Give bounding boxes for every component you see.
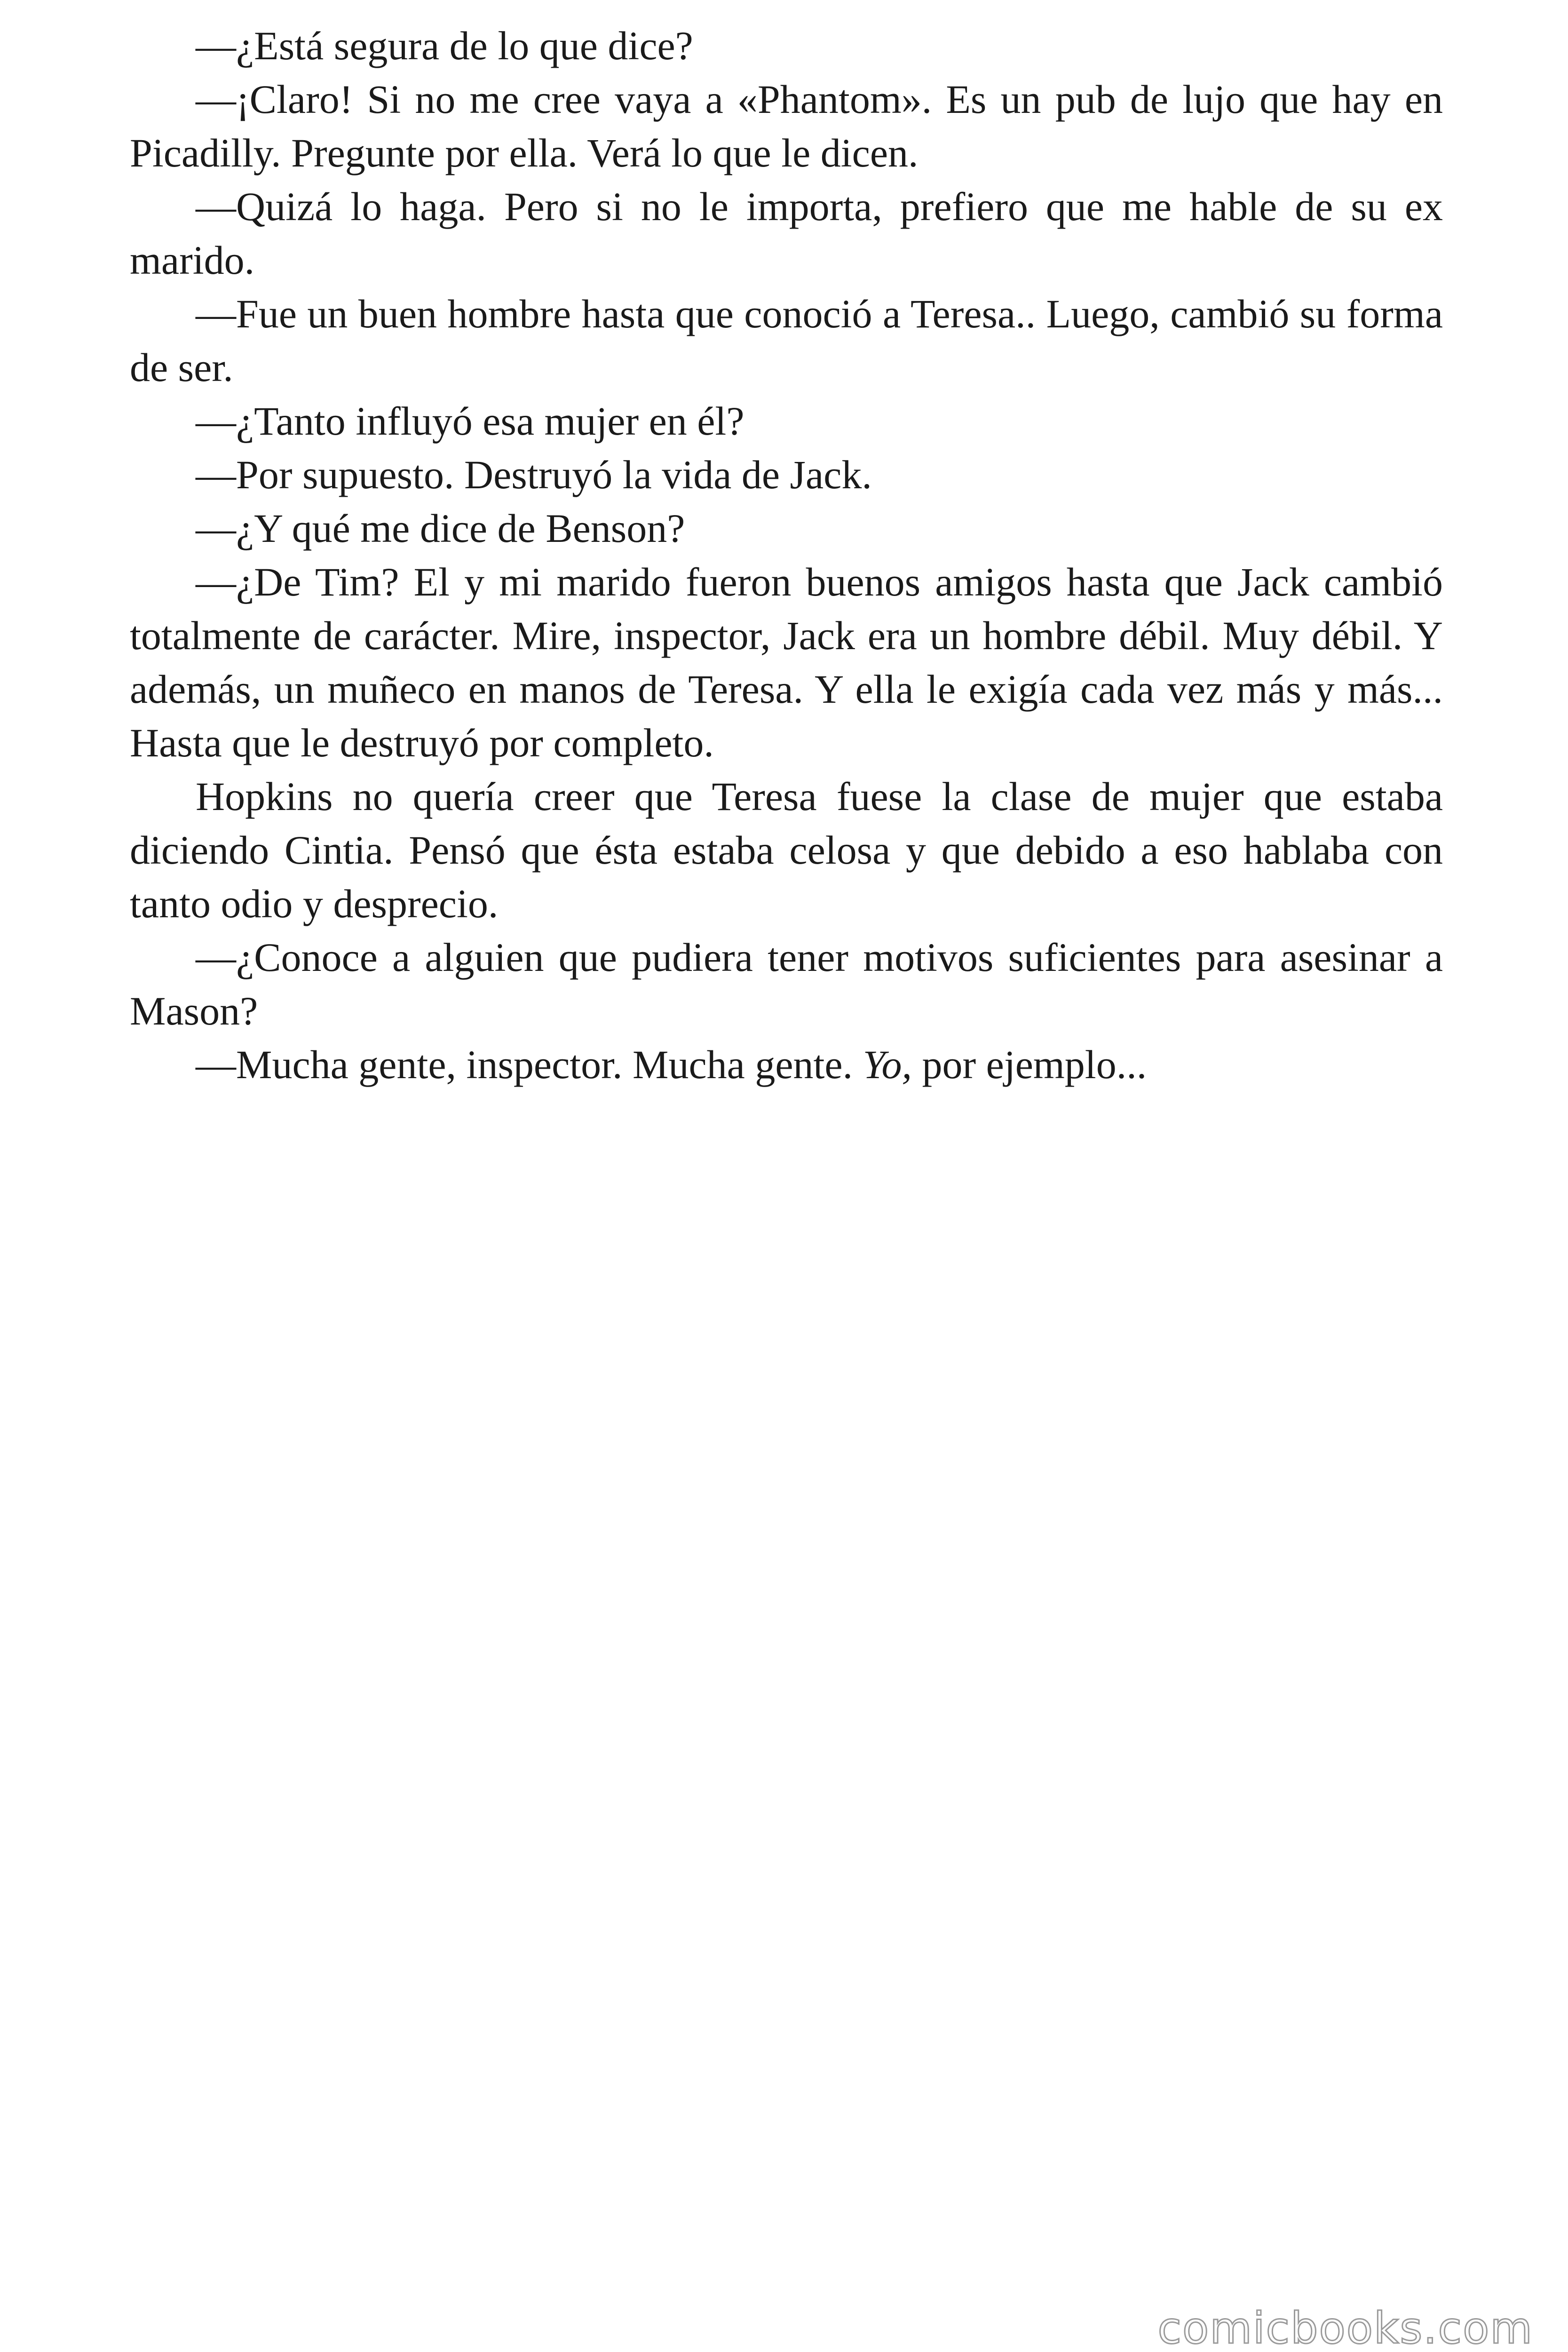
paragraph: —Quizá lo haga. Pero si no le importa, prefiero que me hable de su ex marido. xyxy=(130,184,1443,283)
paragraph: —¿Conoce a alguien que pudiera tener motivos suficientes para asesinar a Mason? xyxy=(130,935,1443,1033)
paragraph: —¿De Tim? El y mi marido fueron buenos amigos hasta que Jack cambió totalmente de carácter. Mire, inspector, Jack era un hombre débil. Muy débil. Y además, un muñeco en manos de Teresa. Y ella le exigía cada vez más y más... Hasta que le destruyó por completo. xyxy=(130,559,1443,765)
paragraph: —¿Está segura de lo que dice? xyxy=(196,23,693,68)
text-run: —Mucha gente, inspector. Mucha gente. xyxy=(196,1042,863,1087)
paragraph-last xyxy=(130,1038,1443,1091)
paragraph: —Por supuesto. Destruyó la vida de Jack. xyxy=(196,452,872,497)
paragraph: —¿Y qué me dice de Benson? xyxy=(196,506,685,551)
paragraph: —Fue un buen hombre hasta que conoció a Teresa.. Luego, cambió su forma de ser. xyxy=(130,291,1443,390)
paragraph: —¡Claro! Si no me cree vaya a «Phantom». Es un pub de lujo que hay en Picadilly. Pregunte por ella. Verá lo que le dicen. xyxy=(130,77,1443,175)
text-run: por ejemplo... xyxy=(912,1042,1147,1087)
paragraph: Hopkins no quería creer que Teresa fuese la clase de mujer que estaba diciendo Cintia. Pensó que ésta estaba celosa y que debido a eso hablaba con tanto odio y desprecio. xyxy=(130,774,1443,926)
italic-text-run: Yo, xyxy=(863,1042,912,1087)
watermark: comicbooks.com xyxy=(1157,2303,1533,2352)
paragraph: —¿Tanto influyó esa mujer en él? xyxy=(196,398,744,444)
page-body xyxy=(130,19,1443,1091)
